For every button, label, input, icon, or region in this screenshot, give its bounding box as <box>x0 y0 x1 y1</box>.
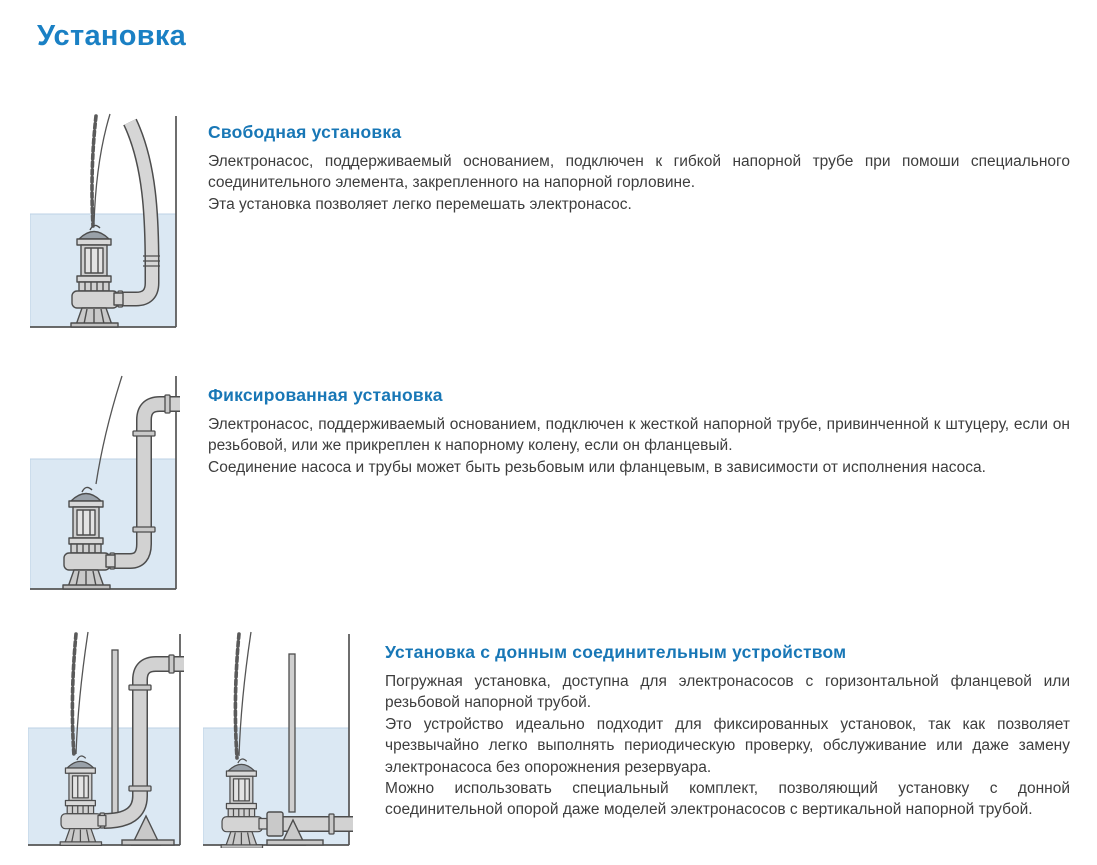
coupling-base <box>122 840 174 845</box>
paragraph: Это устройство идеально подходит для фиксированных установок, так как позволяет чрезвычайно легко выполнять периодическую проверку, обслуживание или даже замену электронасоса без опорожнения резервуара. <box>385 715 1070 776</box>
wall-flange <box>169 655 174 673</box>
section-body <box>208 414 1070 478</box>
illustration-fixed-installation <box>30 372 190 592</box>
illustration-bottom-coupling-lowering <box>28 628 196 848</box>
pipe-flange-upper <box>129 685 151 690</box>
wall-flange <box>165 395 170 413</box>
coupling-base <box>267 840 323 845</box>
page-title: Установка <box>37 20 187 52</box>
section-free-installation <box>208 122 1070 215</box>
section-heading: Фиксированная установка <box>208 385 443 405</box>
pipe-flange-upper <box>133 431 155 436</box>
paragraph: Погружная установка, доступна для электронасосов с горизонтальной фланцевой или резьбовой напорной трубой. <box>385 673 1070 712</box>
section-fixed-installation <box>208 385 1070 478</box>
section-bottom-coupling <box>385 642 1070 821</box>
illustration-free-installation <box>30 110 190 330</box>
pipe-flange-lower <box>133 527 155 532</box>
paragraph: Соединение насоса и трубы может быть резьбовым или фланцевым, в зависимости от исполнения насоса. <box>208 458 986 476</box>
power-cable <box>94 114 110 224</box>
guide-rail <box>112 650 118 822</box>
illustration-bottom-coupling-coupled <box>203 628 363 848</box>
paragraph: Можно использовать специальный комплект, позволяющий установку с донной соединительной опорой даже моделей электронасосов с вертикальной напорной трубой. <box>385 780 1070 819</box>
coupling-body <box>267 812 283 836</box>
section-heading: Установка с донным соединительным устройством <box>385 642 847 662</box>
paragraph: Эта установка позволяет легко перемешать электронасос. <box>208 195 632 213</box>
pipe-flange <box>329 814 334 834</box>
section-body <box>208 151 1070 215</box>
paragraph: Электронасос, поддерживаемый основанием, подключен к гибкой напорной трубе при помоши специального соединительного элемента, закрепленного на напорной горловине. <box>208 153 1070 192</box>
guide-rail <box>289 654 295 812</box>
pipe-flange-lower <box>129 786 151 791</box>
paragraph: Электронасос, поддерживаемый основанием, подключен к жесткой напорной трубе, привинченной к штуцеру, если он резьбовой, или же прикреплен к напорному колену, если он фланцевый. <box>208 416 1070 455</box>
section-body <box>385 671 1070 821</box>
section-heading: Свободная установка <box>208 122 402 142</box>
